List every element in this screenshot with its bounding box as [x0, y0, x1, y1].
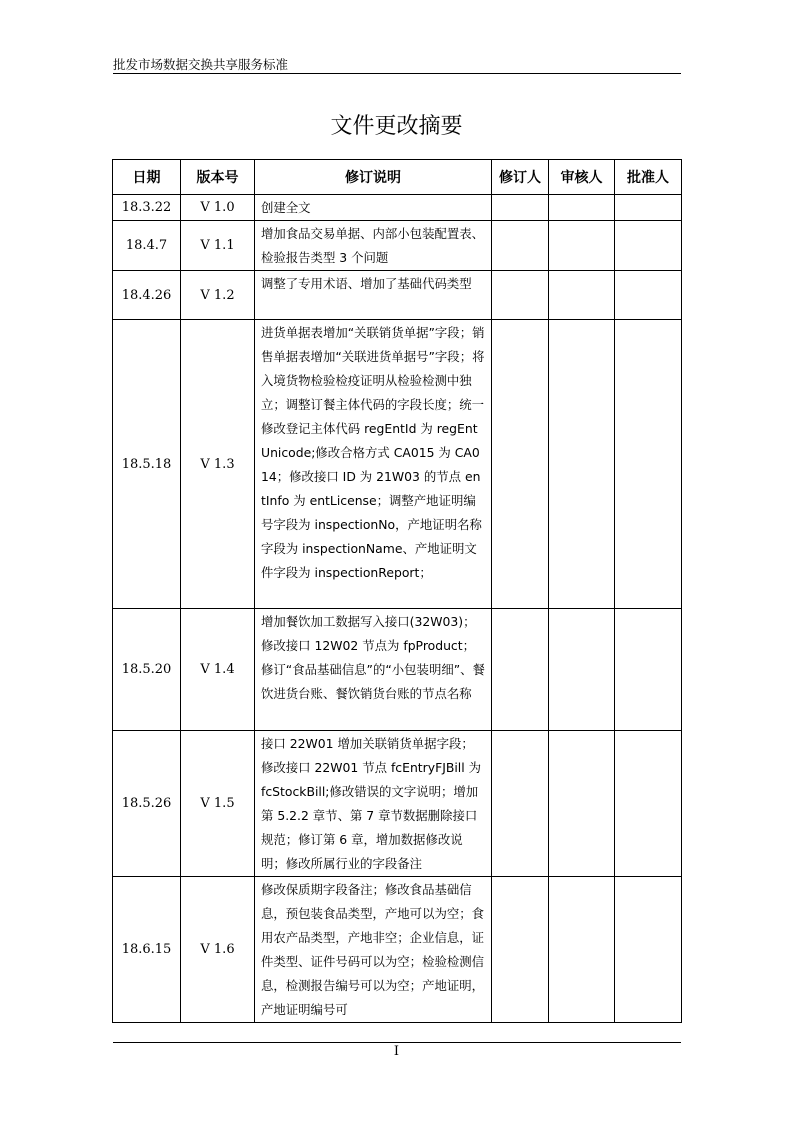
cell-date: 18.4.7: [113, 221, 181, 271]
cell-reviewer: [549, 877, 615, 1023]
cell-description: 调整了专用术语、增加了基础代码类型: [255, 271, 492, 320]
column-header-reviser: 修订人: [492, 160, 549, 195]
table-row: [113, 731, 682, 877]
column-header-version: 版本号: [181, 160, 255, 195]
cell-reviewer: [549, 609, 615, 731]
cell-description: 接口 22W01 增加关联销货单据字段；修改接口 22W01 节点 fcEntryFJBill 为 fcStockBill;修改错误的文字说明；增加第 5.2.2 章节、第 7 章节数据删除接口规范；修订第 6 章，增加数据修改说明；修改所属行业的字段备注: [255, 731, 492, 877]
cell-approver: [615, 877, 682, 1023]
table-row: [113, 609, 682, 731]
cell-date: 18.3.22: [113, 195, 181, 221]
table-row: [113, 271, 682, 320]
table-row: [113, 221, 682, 271]
change-summary-table: [112, 159, 682, 1023]
footer-rule: [113, 1042, 681, 1043]
column-header-date: 日期: [113, 160, 181, 195]
cell-reviser: [492, 877, 549, 1023]
cell-description: 增加餐饮加工数据写入接口(32W03)；修改接口 12W02 节点为 fpProduct；修订“食品基础信息”的“小包装明细”、餐饮进货台账、餐饮销货台账的节点名称: [255, 609, 492, 731]
running-header: 批发市场数据交换共享服务标准: [113, 57, 289, 72]
cell-date: 18.5.26: [113, 731, 181, 877]
cell-reviser: [492, 609, 549, 731]
cell-version: V 1.6: [181, 877, 255, 1023]
table-row: [113, 195, 682, 221]
cell-reviser: [492, 221, 549, 271]
cell-version: V 1.4: [181, 609, 255, 731]
cell-date: 18.5.18: [113, 320, 181, 609]
cell-description: 增加食品交易单据、内部小包装配置表、检验报告类型 3 个问题: [255, 221, 492, 271]
cell-approver: [615, 271, 682, 320]
cell-reviewer: [549, 195, 615, 221]
table-row: [113, 877, 682, 1023]
cell-reviser: [492, 271, 549, 320]
cell-reviewer: [549, 221, 615, 271]
cell-version: V 1.2: [181, 271, 255, 320]
cell-reviewer: [549, 731, 615, 877]
cell-approver: [615, 731, 682, 877]
cell-reviewer: [549, 320, 615, 609]
cell-approver: [615, 195, 682, 221]
cell-approver: [615, 320, 682, 609]
cell-reviewer: [549, 271, 615, 320]
cell-date: 18.5.20: [113, 609, 181, 731]
cell-version: V 1.1: [181, 221, 255, 271]
cell-date: 18.4.26: [113, 271, 181, 320]
column-header-description: 修订说明: [255, 160, 492, 195]
column-header-approver: 批准人: [615, 160, 682, 195]
header-rule: [113, 73, 681, 74]
cell-version: V 1.0: [181, 195, 255, 221]
cell-description: 创建全文: [255, 195, 492, 221]
table-header-row: [113, 160, 682, 195]
cell-reviser: [492, 195, 549, 221]
cell-approver: [615, 221, 682, 271]
page-title: 文件更改摘要: [330, 114, 463, 139]
cell-reviser: [492, 731, 549, 877]
cell-description: 修改保质期字段备注；修改食品基础信息，预包装食品类型，产地可以为空；食用农产品类型，产地非空；企业信息，证件类型、证件号码可以为空；检验检测信息，检测报告编号可以为空；产地证明，产地证明编号可: [255, 877, 492, 1023]
cell-description: 进货单据表增加“关联销货单据”字段；销售单据表增加“关联进货单据号”字段；将入境货物检验检疫证明从检验检测中独立；调整订餐主体代码的字段长度；统一修改登记主体代码 regEntId 为 regEntUnicode;修改合格方式 CA015 为 CA014；修改接口 ID 为 21W03 的节点 entInfo 为 entLicense；调整产地证明编号字段为 inspectionNo，产地证明名称字段为 inspectionName、产地证明文件字段为 inspectionReport；: [255, 320, 492, 609]
table-row: [113, 320, 682, 609]
cell-version: V 1.3: [181, 320, 255, 609]
page-number: I: [393, 1044, 400, 1059]
cell-reviser: [492, 320, 549, 609]
cell-version: V 1.5: [181, 731, 255, 877]
cell-approver: [615, 609, 682, 731]
cell-date: 18.6.15: [113, 877, 181, 1023]
column-header-reviewer: 审核人: [549, 160, 615, 195]
